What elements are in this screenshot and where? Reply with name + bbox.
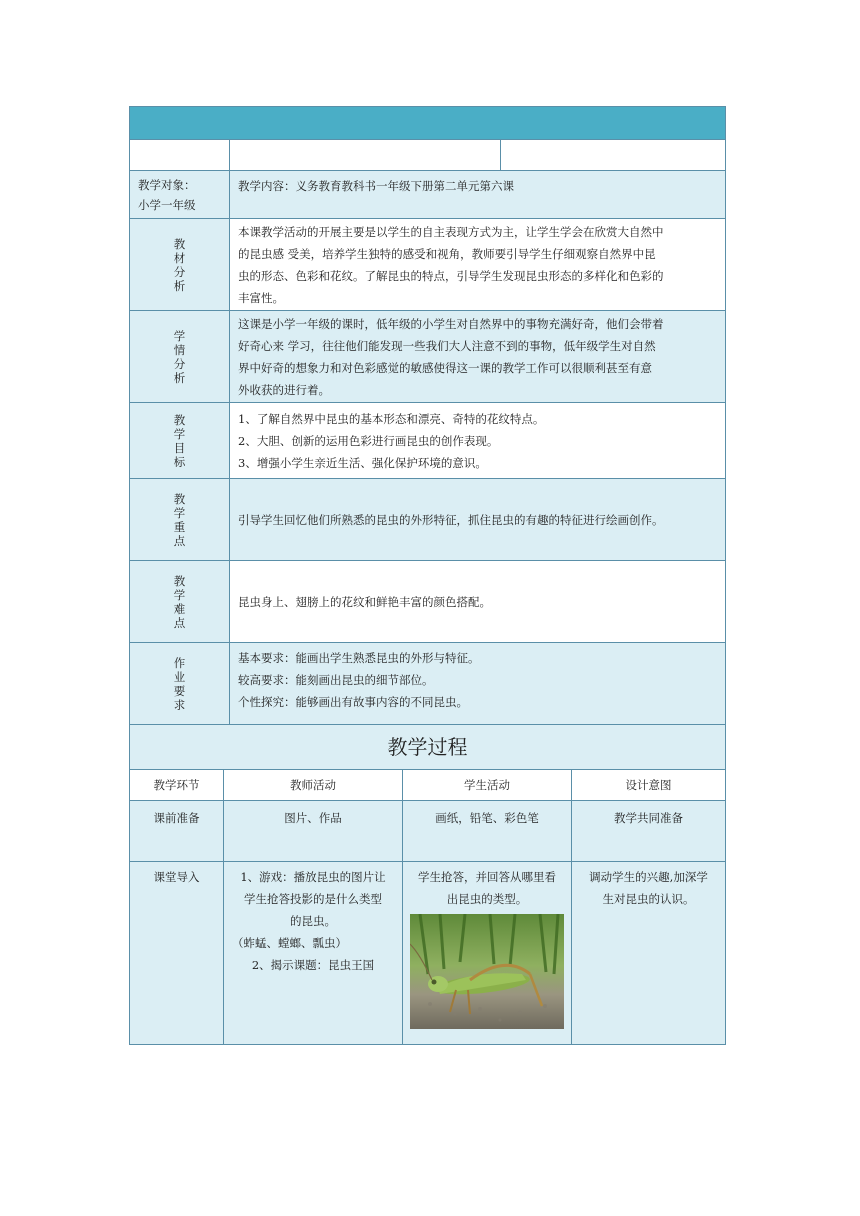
blank-cell-2 bbox=[230, 140, 501, 171]
section-line: 本课教学活动的开展主要是以学生的自主表现方式为主，让学生学会在欣赏大自然中 bbox=[238, 224, 664, 239]
section-line: 界中好奇的想象力和对色彩感觉的敏感使得这一课的教学工作可以很顺利甚至有意 bbox=[238, 360, 652, 375]
section-line: 的昆虫感 受美，培养学生独特的感受和视角，教师要引导学生仔细观察自然界中昆 bbox=[238, 246, 656, 261]
process-table bbox=[129, 724, 726, 1045]
section-label-cell bbox=[130, 219, 230, 311]
section-line: 1、了解自然界中昆虫的基本形态和漂亮、奇特的花纹特点。 bbox=[238, 411, 545, 426]
section-label: 教学难点 bbox=[173, 573, 186, 630]
section-label-cell bbox=[130, 311, 230, 403]
section-line: 丰富性。 bbox=[238, 290, 284, 305]
section-line: 引导学生回忆他们所熟悉的昆虫的外形特征，抓住昆虫的有趣的特征进行绘画创作。 bbox=[238, 512, 664, 527]
section-line: 3、增强小学生亲近生活、强化保护环境的意识。 bbox=[238, 455, 487, 470]
section-label-cell bbox=[130, 561, 230, 643]
section-label-cell bbox=[130, 403, 230, 479]
section-text-cell bbox=[230, 311, 726, 403]
intro-student-line: 学生抢答，并回答从哪里看 bbox=[418, 870, 556, 884]
intro-student-line: 出昆虫的类型。 bbox=[446, 892, 528, 906]
table-header-bar bbox=[130, 107, 726, 140]
intro-teacher-line: 的昆虫。 bbox=[290, 914, 336, 928]
section-line: 好奇心来 学习，往往他们能发现一些我们大人注意不到的事物，低年级学生对自然 bbox=[238, 338, 656, 353]
intro-intent-cell bbox=[572, 862, 726, 1045]
blank-cell-3 bbox=[501, 140, 726, 171]
intro-intent-line: 调动学生的兴趣,加深学 bbox=[589, 870, 708, 884]
intro-teacher-line: 学生抢答投影的是什么类型 bbox=[244, 892, 382, 906]
section-line: 基本要求：能画出学生熟悉昆虫的外形与特征。 bbox=[238, 651, 480, 665]
section-line: 较高要求：能刻画出昆虫的细节部位。 bbox=[238, 673, 434, 687]
intro-teacher-line: 2、揭示课题：昆虫王国 bbox=[251, 958, 375, 972]
section-text-cell bbox=[230, 561, 726, 643]
prep-teacher: 图片、作品 bbox=[224, 801, 403, 862]
section-label: 作业要求 bbox=[173, 655, 186, 712]
section-line: 这课是小学一年级的课时，低年级的小学生对自然界中的事物充满好奇，他们会带着 bbox=[238, 316, 664, 331]
section-label: 教材分析 bbox=[173, 236, 186, 293]
section-line: 虫的形态、色彩和花纹。了解昆虫的特点，引导学生发现昆虫形态的多样化和色彩的 bbox=[238, 268, 664, 283]
section-line: 昆虫身上、翅膀上的花纹和鲜艳丰富的颜色搭配。 bbox=[238, 594, 491, 609]
section-label: 教学重点 bbox=[173, 491, 186, 548]
process-header-teacher: 教师活动 bbox=[224, 770, 403, 801]
process-header-intent: 设计意图 bbox=[572, 770, 726, 801]
section-text-cell bbox=[230, 403, 726, 479]
prep-intent: 教学共同准备 bbox=[572, 801, 726, 862]
grasshopper-photo bbox=[410, 914, 564, 1029]
intro-intent-line: 生对昆虫的认识。 bbox=[602, 892, 695, 906]
target-value: 小学一年级 bbox=[138, 197, 196, 212]
intro-stage: 课堂导入 bbox=[130, 862, 224, 1045]
section-text-cell bbox=[230, 219, 726, 311]
content-cell: 教学内容：义务教育教科书一年级下册第二单元第六课 bbox=[230, 171, 726, 219]
intro-teacher-line: 1、游戏：播放昆虫的图片让 bbox=[240, 870, 386, 884]
process-header-stage: 教学环节 bbox=[130, 770, 224, 801]
section-label-cell bbox=[130, 643, 230, 725]
section-label-cell bbox=[130, 479, 230, 561]
process-header-student: 学生活动 bbox=[403, 770, 572, 801]
section-line: 外收获的进行着。 bbox=[238, 382, 330, 397]
grasshopper-icon bbox=[410, 914, 564, 1029]
prep-student: 画纸，铅笔、彩色笔 bbox=[403, 801, 572, 862]
intro-teacher-cell bbox=[224, 862, 403, 1045]
process-title: 教学过程 bbox=[130, 725, 726, 770]
section-text-cell bbox=[230, 643, 726, 725]
lesson-plan-table bbox=[129, 106, 726, 725]
section-line: 2、大胆、创新的运用色彩进行画昆虫的创作表现。 bbox=[238, 433, 499, 448]
prep-stage: 课前准备 bbox=[130, 801, 224, 862]
section-line: 个性探究：能够画出有故事内容的不同昆虫。 bbox=[238, 695, 468, 709]
intro-teacher-line: （蚱蜢、螳螂、瓢虫） bbox=[232, 936, 347, 950]
intro-student-cell bbox=[403, 862, 572, 1045]
target-cell bbox=[130, 171, 230, 219]
target-label: 教学对象： bbox=[138, 177, 196, 192]
lesson-plan-sheet bbox=[129, 106, 725, 1045]
blank-cell-1 bbox=[130, 140, 230, 171]
section-label: 教学目标 bbox=[173, 412, 186, 469]
section-label: 学情分析 bbox=[173, 328, 186, 385]
section-text-cell bbox=[230, 479, 726, 561]
